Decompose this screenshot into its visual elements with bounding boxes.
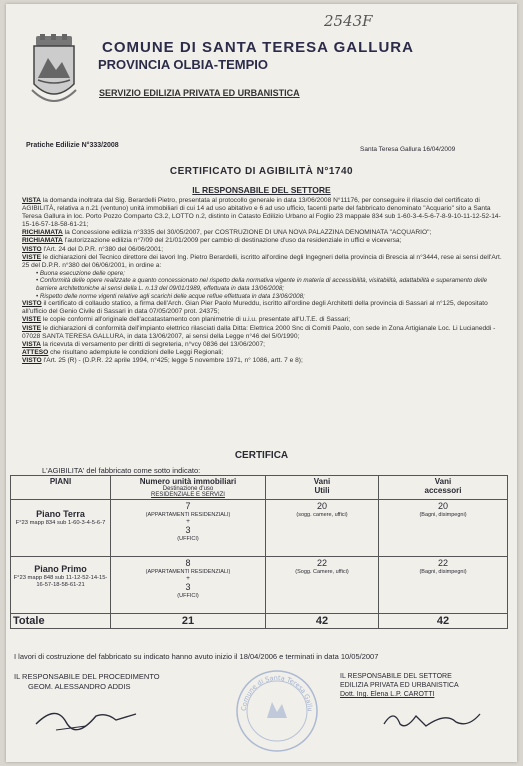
header-vani-utili: Vani Utili	[266, 476, 379, 500]
table-total-row	[11, 614, 508, 629]
servizio-title: SERVIZIO EDILIZIA PRIVATA ED URBANISTICA	[99, 88, 300, 98]
certificate-title: CERTIFICATO DI AGIBILITÀ N°1740	[169, 166, 354, 177]
cell-unita: 7 (APPARTAMENTI RESIDENZIALI) + 3 (UFFICI)	[111, 500, 266, 557]
document-page	[6, 4, 517, 762]
paragraph: ATTESO che risultano adempiute le condizioni delle Leggi Regionali;	[22, 348, 224, 356]
paragraph: RICHIAMATA l'autorizzazione edilizia n°7/09 del 21/01/2009 per cambio di destinazione d'uso da residenziale in uffici e viceversa;	[22, 237, 402, 245]
cell-vani-accessori: 22 (Bagni, disimpegni)	[379, 557, 508, 614]
pratica-number: Pratiche Edilizie N°333/2008	[26, 142, 119, 149]
table-row	[11, 500, 508, 557]
paragraph: VISTE le dichiarazioni del Tecnico direttore dei lavori Ing. Pietro Berardelli, iscritto all'ordine degli Ingegneri della provincia di Brescia al n°3444, rese ai sensi dell'Art. 25 del D.P.R. n°380 del 06/06/2001, in ordine a:	[22, 253, 502, 269]
cell-vani-utili: 22 (Sogg. Camere, uffici)	[266, 557, 379, 614]
signature-scribble-right	[376, 704, 486, 734]
paragraph: VISTA la ricevuta di versamento per diritti di segreteria, n°vcy 0836 del 13/06/2007;	[22, 340, 265, 348]
agibilita-intro: L'AGIBILITA' del fabbricato come sotto indicato:	[42, 466, 201, 475]
paragraph: VISTO l'Art. 24 del D.P.R. n°380 del 06/06/2001;	[22, 245, 164, 253]
total-label: Totale	[11, 614, 111, 629]
responsabile-heading: IL RESPONSABILE DEL SETTORE	[192, 185, 331, 195]
comune-title: COMUNE DI SANTA TERESA GALLURA	[102, 39, 414, 56]
paragraph: VISTA la domanda inoltrata dal Sig. Berardelli Pietro, presentata al protocollo generale in data 13/06/2008 N°11176, per conseguire il rilascio del certificato di AGIBILITÀ, relativa a n.21 (ventuno) unità immobiliari di cui 14 ad uso abitativo e 6 ad uso ufficio, facenti parte del fabbricato denominato "Acquario" sito a Santa Teresa Gallura in loc. Porto Pozzo Comparto C3.2, LOTTO n.2, distinto in Catasto Edilizio Urbano al Foglio 23 mappale 834 sub 1-60-3-4-5-6-7-8-9-10-11-12-52-14-15-16-57-18-58-61-21;	[22, 197, 501, 229]
paragraph: VISTO l'Art. 25 (R) - (D.P.R. 22 aprile 1994, n°425; legge 5 novembre 1971, n° 1086, artt. 7 e 8);	[22, 356, 303, 364]
certificate-body	[22, 197, 504, 365]
bullet-item: • Rispetto delle norme vigenti relative agli scarichi delle acque reflue effettuata in data 13/06/2008;	[36, 292, 305, 300]
paragraph: VISTE le dichiarazioni di conformità dell'impianto elettrico rilasciati dalla Ditta: Elettrica 2000 Snc di Comiti Paolo, con sede in Zona Artigianale Loc. Li Lucianeddi - 07028 SANTA TERESA GALLURA, in data 13/06/2007, ai sensi della Legge n°46 del 5/0/1990;	[22, 324, 496, 340]
signature-right: IL RESPONSABILE DEL SETTORE EDILIZIA PRIVATA ED URBANISTICA Dott. Ing. Elena L.P. CAROTTI	[340, 673, 459, 698]
table-header-row	[11, 476, 508, 500]
svg-text:Comune di Santa Teresa Gallura: Comune di Santa Teresa Gallu	[239, 673, 315, 712]
header-vani-accessori: Vani accessori	[379, 476, 508, 500]
total-vani-accessori: 42	[379, 614, 508, 629]
header-unita: Numero unità immobiliari Destinazione d'uso RESIDENZIALE E SERVIZI	[111, 476, 266, 500]
paragraph: VISTO il certificato di collaudo statico, a firma dell'Arch. Gian Pier Paolo Mureddu, iscritto all'ordine degli Architetti della provincia di Sassari al n°125, depositato all'ufficio del Genio Civile di Sassari in data 07/05/2007 prot. 24375;	[22, 300, 488, 316]
place-date: Santa Teresa Gallura 16/04/2009	[360, 146, 456, 153]
total-vani-utili: 42	[266, 614, 379, 629]
works-dates-note: I lavori di costruzione del fabbricato su indicato hanno avuto inizio il 18/04/2006 e terminati in data 10/05/2007	[14, 652, 379, 661]
cell-piano: Piano Primo F°23 mapp 848 sub 11-12-52-14-15-16-57-18-58-61-21	[11, 557, 111, 614]
provincia-title: PROVINCIA OLBIA-TEMPIO	[98, 57, 268, 72]
municipal-crest-logo	[30, 34, 78, 112]
paragraph: VISTE le copie conformi all'originale dell'accatastamento con planimetrie di u.i.u. presentate all'U.T.E. di Sassari;	[22, 316, 351, 324]
official-stamp-seal	[234, 668, 320, 754]
header-piani: PIANI	[11, 476, 111, 500]
units-table	[10, 475, 508, 629]
cell-vani-utili: 20 (sogg. camere, uffici)	[266, 500, 379, 557]
signature-left: IL RESPONSABILE DEL PROCEDIMENTO GEOM. ALESSANDRO ADDIS	[14, 672, 160, 691]
total-unita: 21	[111, 614, 266, 629]
cell-unita: 8 (APPARTAMENTI RESIDENZIALI) + 3 (UFFICI)	[111, 557, 266, 614]
cell-piano: Piano Terra F°23 mapp 834 sub 1-60-3-4-5-6-7	[11, 500, 111, 557]
cell-vani-accessori: 20 (Bagni, disimpegni)	[379, 500, 508, 557]
bullet-item: • Buona esecuzione delle opere;	[36, 269, 125, 277]
handwritten-number: 2543F	[324, 12, 373, 30]
bullet-item: • Conformità delle opere realizzate a quanto concessionato nel rispetto della normativa vigente in materia di accessibilità, visitabilità, adattabilità e superamento delle barriere architettoniche ai sensi della L. n.13 del 09/01/1989, effettuata in data 13/06/2008;	[36, 277, 488, 293]
table-row	[11, 557, 508, 614]
signature-scribble-left	[26, 694, 146, 734]
paragraph: RICHIAMATA la Concessione edilizia n°3335 del 30/05/2007, per COSTRUZIONE DI UNA NOVA PALAZZINA DENOMINATA "ACQUARIO";	[22, 229, 432, 237]
certifica-heading: CERTIFICA	[234, 450, 289, 461]
